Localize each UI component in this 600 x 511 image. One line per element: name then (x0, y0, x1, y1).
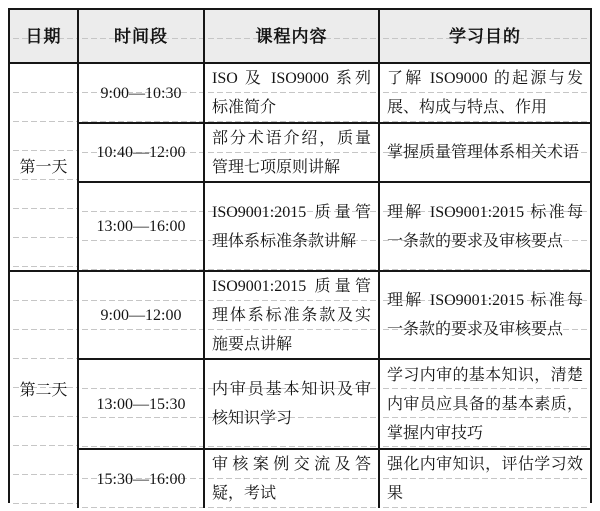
session-purpose-text: 理解 ISO9001:2015 标准每一条款的要求及审核要点 (387, 203, 583, 250)
session-purpose-cell (380, 64, 590, 124)
session-purpose-cell (380, 450, 590, 508)
header-cell-content: 课程内容 (205, 10, 380, 64)
day-2-label-cell: 第二天 (10, 272, 79, 508)
session-content-cell (205, 124, 380, 183)
session-purpose-text: 理解 ISO9001:2015 标准每一条款的要求及审核要点 (387, 292, 583, 338)
session-purpose-text: 学习内审的基本知识，清楚内审员应具备的基本素质，掌握内审技巧 (387, 366, 583, 442)
session-purpose-text: 掌握质量管理体系相关术语 (387, 144, 580, 161)
session-content-cell (205, 64, 380, 124)
session-content-cell (205, 360, 380, 450)
session-time-cell: 13:00—16:00 (79, 183, 205, 272)
session-content-cell (205, 450, 380, 508)
session-purpose-text: 强化内审知识，评估学习效果 (387, 456, 583, 502)
header-cell-time: 时间段 (79, 10, 205, 64)
session-content-text: ISO9001:2015 质量管理体系标准条款讲解 (212, 203, 371, 250)
session-content-text: 部分术语介绍，质量管理七项原则讲解 (212, 129, 371, 176)
session-purpose-cell (380, 183, 590, 272)
session-content-text: 审核案例交流及答疑，考试 (212, 456, 371, 502)
session-purpose-cell (380, 272, 590, 360)
session-content-cell (205, 183, 380, 272)
session-purpose-text: 了解 ISO9000 的起源与发展、构成与特点、作用 (387, 70, 583, 116)
header-cell-purpose: 学习目的 (380, 10, 590, 64)
session-content-cell (205, 272, 380, 360)
session-content-text: 内审员基本知识及审核知识学习 (212, 381, 371, 427)
session-purpose-cell (380, 124, 590, 183)
session-time-cell: 9:00—12:00 (79, 272, 205, 360)
session-content-text: ISO 及 ISO9000 系列标准简介 (212, 70, 371, 116)
day-1-label-cell: 第一天 (10, 64, 79, 272)
session-time-cell: 10:40—12:00 (79, 124, 205, 183)
schedule-table (8, 8, 592, 503)
session-time-cell: 9:00—10:30 (79, 64, 205, 124)
session-time-cell: 15:30—16:00 (79, 450, 205, 508)
session-content-text: ISO9001:2015 质量管理体系标准条款及实施要点讲解 (212, 277, 371, 353)
session-purpose-cell (380, 360, 590, 450)
header-cell-date: 日期 (10, 10, 79, 64)
session-time-cell: 13:00—15:30 (79, 360, 205, 450)
